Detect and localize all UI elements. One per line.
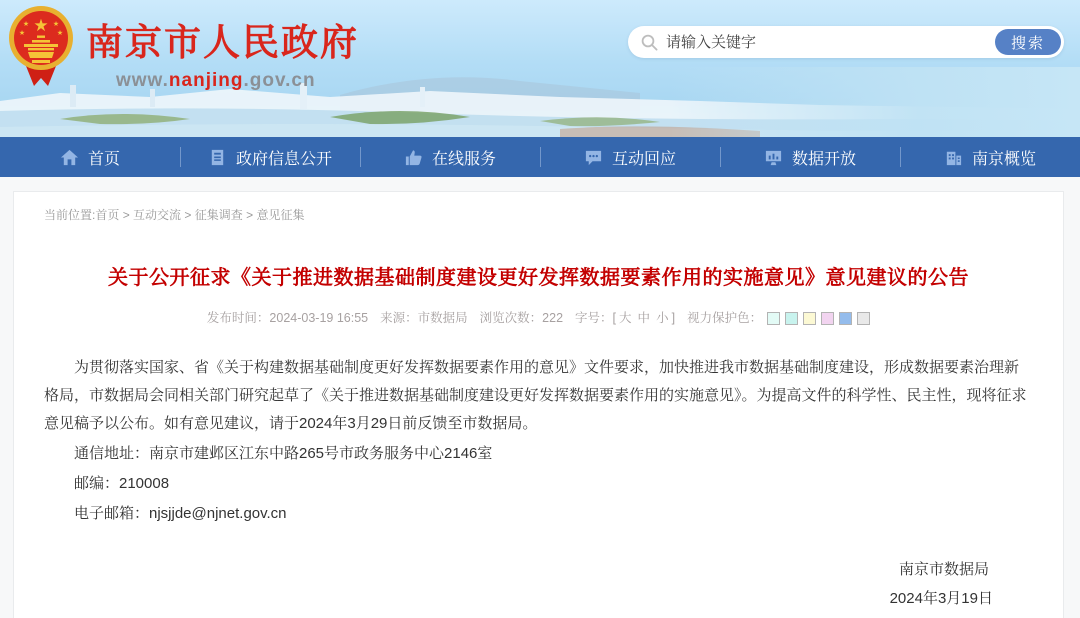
protect-color-swatch-2[interactable] [785, 312, 798, 325]
site-title: 南京市人民政府 [86, 22, 359, 63]
article-paragraph-postcode: 邮编：210008 [74, 475, 170, 492]
site-url-suffix: .gov.cn [243, 70, 316, 91]
svg-text:★: ★ [52, 21, 60, 28]
nav-label: 首页 [87, 150, 120, 168]
nav-item-open-data[interactable] [720, 137, 900, 177]
breadcrumb-item-home[interactable]: 首页 [95, 208, 120, 222]
thumbs-up-icon [404, 148, 423, 167]
font-size-large[interactable]: 大 [619, 311, 632, 325]
nav-item-overview[interactable] [900, 137, 1080, 177]
nav-label: 南京概览 [971, 150, 1036, 168]
source: 来源：市数据局 [380, 311, 468, 325]
breadcrumb-separator: > [181, 208, 195, 222]
chat-bubble-icon [584, 148, 603, 167]
font-size-small[interactable]: 小 [656, 311, 669, 325]
page-body [0, 177, 1080, 618]
breadcrumb-item-opinions[interactable]: 意见征集 [256, 208, 305, 222]
search-bar [628, 26, 1064, 58]
site-url [116, 70, 359, 92]
breadcrumb-separator: > [119, 208, 134, 222]
eye-protection-control: 视力保护色： [687, 308, 870, 326]
breadcrumb-item-interaction[interactable]: 互动交流 [133, 208, 182, 222]
breadcrumb-prefix: 当前位置: [44, 208, 96, 222]
article-paragraph-email: 电子邮箱：njsjjde@njnet.gov.cn [74, 505, 287, 522]
nav-label: 在线服务 [431, 150, 496, 168]
font-size-medium[interactable]: 中 [637, 311, 651, 325]
article-meta [44, 308, 1033, 326]
protect-color-swatch-3[interactable] [803, 312, 816, 325]
document-icon [208, 148, 227, 167]
nav-label: 政府信息公开 [235, 150, 332, 168]
article-paragraph-address: 通信地址：南京市建邺区江东中路265号市政务服务中心2146室 [74, 445, 493, 462]
svg-text:★: ★ [33, 16, 49, 35]
signature-organization: 南京市数据局 [898, 561, 989, 578]
building-icon [944, 148, 963, 167]
nav-item-gov-info[interactable] [180, 137, 360, 177]
article-title: 关于公开征求《关于推进数据基础制度建设更好发挥数据要素作用的实施意见》意见建议的公告 [108, 267, 969, 289]
site-header [0, 0, 1080, 137]
monitor-chart-icon [764, 148, 783, 167]
home-icon [60, 148, 79, 167]
national-emblem-logo [8, 4, 74, 88]
article-paragraph: 为贯彻落实国家、省《关于构建数据基础制度更好发挥数据要素作用的意见》文件要求，加快推进我市数据基础制度建设，形成数据要素治理新格局，市数据局会同相关部门研究起草了《关于推进数据基础制度建设更好发挥数据要素作用的实施意见》。为提高文件的科学性、民主性，现将征求意见稿予以公布。如有意见建议，请于2024年3月29日前反馈至市数据局。 [44, 359, 1027, 432]
protect-color-swatch-1[interactable] [767, 312, 780, 325]
search-icon [641, 34, 658, 51]
breadcrumb-separator: > [242, 208, 257, 222]
nav-label: 数据开放 [791, 150, 856, 168]
breadcrumb-item-surveys[interactable]: 征集调查 [194, 208, 243, 222]
svg-text:★: ★ [18, 30, 26, 37]
font-size-control: 字号：[ 大 中 小 ] [575, 311, 676, 325]
content-card [13, 191, 1064, 618]
site-identity [86, 12, 359, 92]
nav-item-home[interactable] [0, 137, 180, 177]
nav-item-online-services[interactable] [360, 137, 540, 177]
signature-date: 2024年3月19日 [889, 590, 993, 607]
svg-text:★: ★ [22, 21, 30, 28]
main-navigation [0, 137, 1080, 177]
view-count: 浏览次数：222 [479, 311, 564, 325]
protect-color-swatch-5[interactable] [839, 312, 852, 325]
svg-text:★: ★ [56, 30, 64, 37]
site-url-domain: nanjing [168, 70, 244, 91]
site-url-www: www. [116, 70, 169, 91]
search-button[interactable]: 搜索 [995, 29, 1061, 55]
protect-color-swatch-4[interactable] [821, 312, 834, 325]
breadcrumb [44, 192, 1033, 223]
publish-time: 发布时间：2024-03-19 16:55 [206, 311, 369, 325]
article-body [44, 354, 1033, 528]
protect-color-swatch-6[interactable] [857, 312, 870, 325]
nav-item-interaction[interactable] [540, 137, 720, 177]
nav-label: 互动回应 [611, 150, 676, 168]
